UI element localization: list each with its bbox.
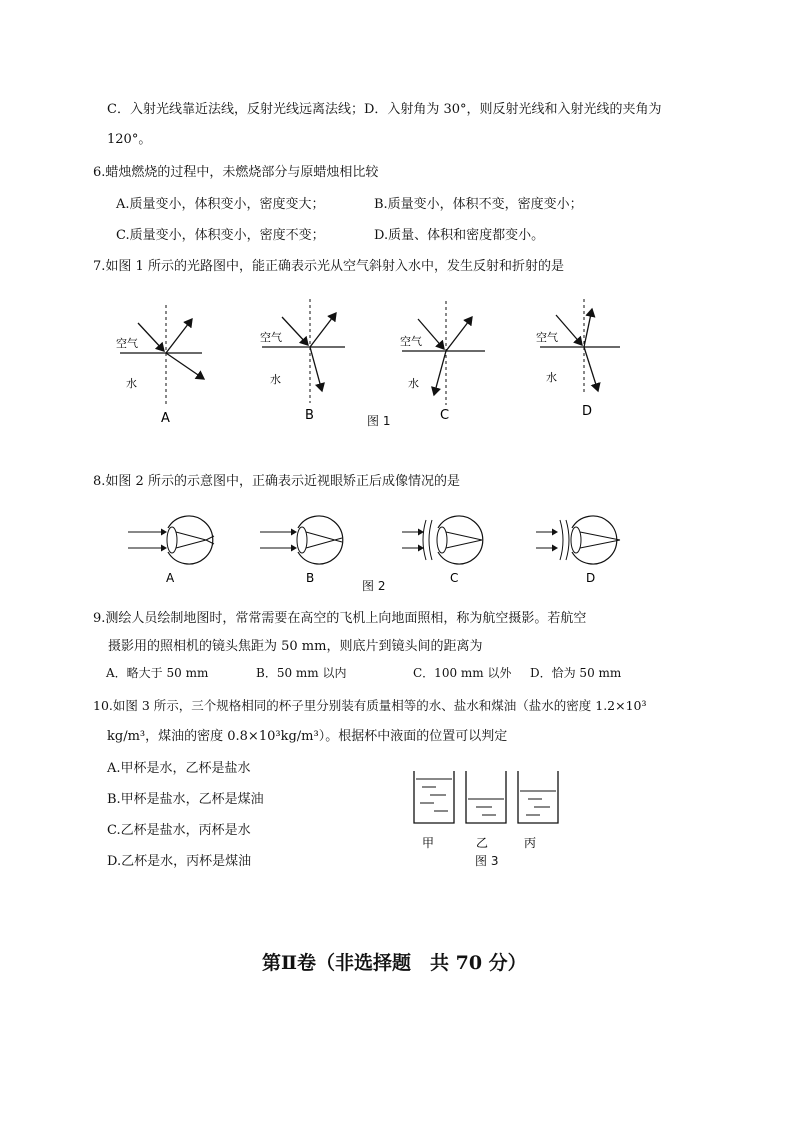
water-label: 水 bbox=[408, 377, 419, 390]
diagram-d bbox=[536, 299, 620, 419]
option-label-d: D bbox=[586, 571, 596, 585]
q10-stem-line2: kg/m³，煤油的密度 0.8×10³kg/m³）。根据杯中液面的位置可以判定 bbox=[107, 729, 508, 744]
option-label-a: A bbox=[166, 571, 175, 585]
cup-label-yi: 乙 bbox=[476, 836, 489, 850]
option-label-b: B bbox=[305, 408, 314, 423]
cup-yi bbox=[466, 771, 506, 850]
q8-stem: 8.如图 2 所示的示意图中，正确表示近视眼矫正后成像情况的是 bbox=[93, 474, 460, 489]
cup-label-jia: 甲 bbox=[422, 836, 435, 850]
q6-option-a: A.质量变小，体积变小，密度变大； bbox=[116, 197, 325, 212]
water-label: 水 bbox=[546, 371, 557, 384]
q9-stem-line2: 摄影用的照相机的镜头焦距为 50 mm，则底片到镜头间的距离为 bbox=[108, 639, 483, 654]
air-label: 空气 bbox=[260, 331, 282, 344]
q10-option-b: B.甲杯是盐水，乙杯是煤油 bbox=[107, 792, 264, 807]
q10-option-d: D.乙杯是水，丙杯是煤油 bbox=[107, 854, 252, 869]
cup-label-bing: 丙 bbox=[524, 836, 537, 850]
diagram-b bbox=[260, 299, 345, 423]
option-label-a: A bbox=[161, 411, 170, 426]
q9-stem-line1: 9.测绘人员绘制地图时，常常需要在高空的飞机上向地面照相，称为航空摄影。若航空 bbox=[93, 611, 587, 626]
q9-option-d: D．恰为 50 mm bbox=[530, 666, 622, 680]
q10-option-a: A.甲杯是水，乙杯是盐水 bbox=[107, 761, 251, 776]
option-label-d: D bbox=[582, 404, 593, 419]
section-title: 第Ⅱ卷（非选择题 共 70 分） bbox=[262, 952, 527, 974]
eye-diagram-d bbox=[536, 516, 620, 585]
diagram-c bbox=[400, 301, 485, 423]
figure-3-cups bbox=[408, 765, 568, 855]
q9-option-b: B．50 mm 以内 bbox=[256, 666, 347, 680]
q10-stem-line1: 10.如图 3 所示，三个规格相同的杯子里分别装有质量相等的水、盐水和煤油（盐水的密度 1.2×10³ bbox=[93, 698, 647, 713]
option-label-c: C bbox=[450, 571, 459, 585]
option-label-c: C bbox=[440, 408, 450, 423]
water-label: 水 bbox=[270, 373, 281, 386]
cup-bing bbox=[518, 771, 558, 850]
eye-diagram-a bbox=[128, 516, 214, 585]
q10-option-c: C.乙杯是盐水，丙杯是水 bbox=[107, 823, 251, 838]
figure-2-eye-diagrams bbox=[120, 508, 640, 588]
air-label: 空气 bbox=[400, 335, 422, 348]
q5-continuation: 120°。 bbox=[107, 132, 152, 147]
q6-option-c: C.质量变小，体积变小，密度不变； bbox=[116, 228, 325, 243]
option-label-b: B bbox=[306, 571, 315, 585]
air-label: 空气 bbox=[536, 331, 558, 344]
q5-option-cd: C．入射光线靠近法线，反射光线远离法线；D．入射角为 30°，则反射光线和入射光线的夹角为 bbox=[107, 102, 662, 117]
cup-jia bbox=[414, 771, 454, 850]
q7-stem: 7.如图 1 所示的光路图中，能正确表示光从空气斜射入水中，发生反射和折射的是 bbox=[93, 259, 564, 274]
q6-option-d: D.质量、体积和密度都变小。 bbox=[374, 228, 545, 243]
figure-2-caption: 图 2 bbox=[362, 579, 386, 593]
eye-diagram-c bbox=[402, 516, 483, 585]
water-label: 水 bbox=[126, 377, 137, 390]
diagram-a bbox=[116, 305, 204, 426]
eye-diagram-b bbox=[260, 516, 343, 585]
q9-option-a: A．略大于 50 mm bbox=[106, 666, 209, 680]
q9-option-c: C．100 mm 以外 bbox=[413, 666, 512, 680]
figure-3-caption: 图 3 bbox=[475, 854, 499, 868]
figure-1-caption: 图 1 bbox=[367, 414, 391, 428]
air-label: 空气 bbox=[116, 337, 138, 350]
q6-option-b: B.质量变小，体积不变，密度变小； bbox=[374, 197, 583, 212]
q6-stem: 6.蜡烛燃烧的过程中，未燃烧部分与原蜡烛相比较 bbox=[93, 165, 379, 180]
